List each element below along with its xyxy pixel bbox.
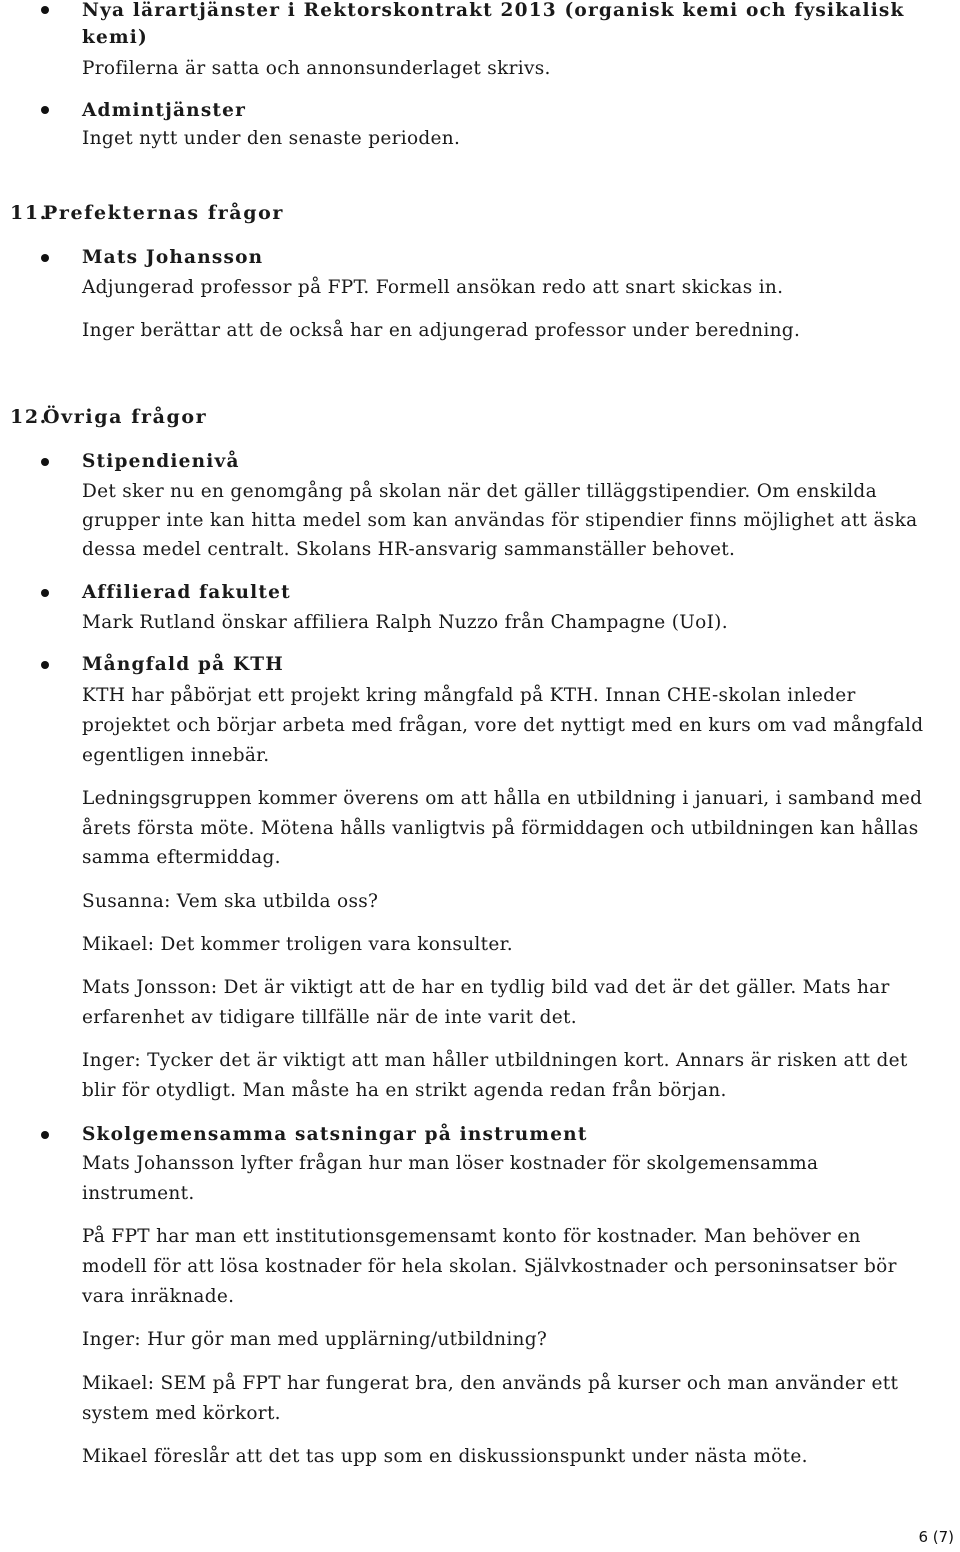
- skolgemensamma-p2-line-1: På FPT har man ett institutionsgemensamt konto för kostnader. Man behöver en: [82, 1226, 861, 1247]
- skolgemensamma-p5: Mikael föreslår att det tas upp som en diskussionspunkt under nästa möte.: [82, 1446, 808, 1467]
- skolgemensamma-p2-line-3: vara inräknade.: [82, 1286, 235, 1307]
- bullet-icon: [41, 254, 49, 262]
- bullet-icon: [41, 1131, 49, 1139]
- bullet-icon: [41, 6, 49, 14]
- item-title-skolgemensamma: Skolgemensamma satsningar på instrument: [82, 1124, 588, 1145]
- mangfald-p1-line-3: egentligen innebär.: [82, 745, 270, 766]
- mangfald-p5-line-2: erfarenhet av tidigare tillfälle när de inte varit det.: [82, 1007, 577, 1028]
- item-line-affilierad: Mark Rutland önskar affiliera Ralph Nuzzo från Champagne (UoI).: [82, 612, 728, 633]
- item-line-stipendie-2: grupper inte kan hitta medel som kan användas för stipendier finns möjlighet att äska: [82, 510, 918, 531]
- section-12-number: 12.: [10, 406, 48, 428]
- item-title-admin: Admintjänster: [82, 100, 247, 121]
- skolgemensamma-p4-line-1: Mikael: SEM på FPT har fungerat bra, den används på kurser och man använder ett: [82, 1373, 899, 1394]
- mangfald-p2-line-1: Ledningsgruppen kommer överens om att hålla en utbildning i januari, i samband med: [82, 788, 923, 809]
- item-title-rektorskontrakt: Nya lärartjänster i Rektorskontrakt 2013 (organisk kemi och fysikalisk: [82, 0, 905, 21]
- section-11-number: 11.: [10, 202, 48, 224]
- bullet-icon: [41, 661, 49, 669]
- item-body-rektorskontrakt: Profilerna är satta och annonsunderlaget skrivs.: [82, 58, 551, 79]
- mangfald-p1-line-1: KTH har påbörjat ett projekt kring mångfald på KTH. Innan CHE-skolan inleder: [82, 685, 856, 706]
- item-title-affilierad: Affilierad fakultet: [82, 582, 291, 603]
- skolgemensamma-p4-line-2: system med körkort.: [82, 1403, 281, 1424]
- mangfald-p2-line-3: samma eftermiddag.: [82, 847, 281, 868]
- page-number: 6 (7): [918, 1528, 954, 1546]
- mangfald-p4: Mikael: Det kommer troligen vara konsulter.: [82, 934, 513, 955]
- item-body-admin: Inget nytt under den senaste perioden.: [82, 128, 461, 149]
- section-11-title: Prefekternas frågor: [43, 202, 284, 224]
- bullet-icon: [41, 589, 49, 597]
- mangfald-p5-line-1: Mats Jonsson: Det är viktigt att de har en tydlig bild vad det är det gäller. Mats har: [82, 977, 890, 998]
- mangfald-p3: Susanna: Vem ska utbilda oss?: [82, 891, 379, 912]
- item-title-rektorskontrakt-cont: kemi): [82, 27, 148, 48]
- mangfald-p6-line-1: Inger: Tycker det är viktigt att man håller utbildningen kort. Annars är risken att det: [82, 1050, 908, 1071]
- bullet-icon: [41, 106, 49, 114]
- mangfald-p6-line-2: blir för otydligt. Man måste ha en strikt agenda redan från början.: [82, 1080, 727, 1101]
- bullet-icon: [41, 458, 49, 466]
- item-line-mats-1: Adjungerad professor på FPT. Formell ansökan redo att snart skickas in.: [82, 277, 784, 298]
- section-12-title: Övriga frågor: [43, 406, 208, 428]
- item-line-stipendie-1: Det sker nu en genomgång på skolan när det gäller tilläggstipendier. Om enskilda: [82, 481, 877, 502]
- item-line-mats-2: Inger berättar att de också har en adjungerad professor under beredning.: [82, 320, 801, 341]
- skolgemensamma-p3: Inger: Hur gör man med upplärning/utbildning?: [82, 1329, 548, 1350]
- item-title-mangfald: Mångfald på KTH: [82, 654, 284, 675]
- skolgemensamma-p2-line-2: modell för att lösa kostnader för hela skolan. Självkostnader och personinsatser bör: [82, 1256, 897, 1277]
- item-title-mats: Mats Johansson: [82, 247, 264, 268]
- mangfald-p2-line-2: årets första möte. Mötena hålls vanligtvis på förmiddagen och utbildningen kan hållas: [82, 818, 919, 839]
- skolgemensamma-p1-line-1: Mats Johansson lyfter frågan hur man löser kostnader för skolgemensamma: [82, 1153, 819, 1174]
- item-title-stipendie: Stipendienivå: [82, 451, 240, 472]
- skolgemensamma-p1-line-2: instrument.: [82, 1183, 195, 1204]
- mangfald-p1-line-2: projektet och börjar arbeta med frågan, vore det nyttigt med en kurs om vad mångfald: [82, 715, 924, 736]
- item-line-stipendie-3: dessa medel centralt. Skolans HR-ansvarig sammanställer behovet.: [82, 539, 736, 560]
